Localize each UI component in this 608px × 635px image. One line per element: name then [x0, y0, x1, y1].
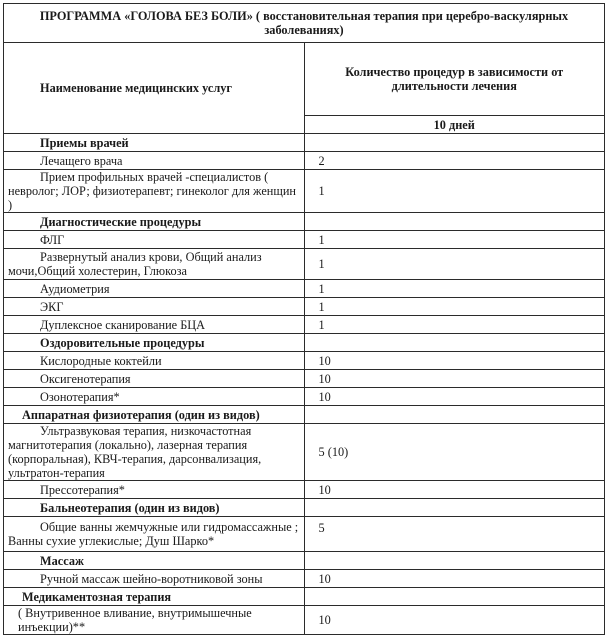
service-name: Оксигенотерапия	[4, 370, 305, 388]
service-qty: 1	[304, 170, 605, 213]
section-qty-cell	[304, 406, 605, 424]
program-table	[3, 3, 605, 635]
service-row	[4, 352, 605, 370]
section-row	[4, 334, 605, 352]
section-qty-cell	[304, 499, 605, 517]
duration-header: 10 дней	[304, 116, 605, 134]
service-qty: 10	[304, 606, 605, 635]
section-row	[4, 134, 605, 152]
service-qty: 10	[304, 370, 605, 388]
service-row	[4, 280, 605, 298]
service-name: ЭКГ	[4, 298, 305, 316]
service-name: ( Внутривенное вливание, внутримышечные инъекции)**	[4, 606, 305, 635]
header-row	[4, 43, 605, 116]
section-row	[4, 406, 605, 424]
service-name: Кислородные коктейли	[4, 352, 305, 370]
section-qty-cell	[304, 588, 605, 606]
section-title: Диагностические процедуры	[4, 213, 305, 231]
service-qty: 1	[304, 249, 605, 280]
service-qty: 1	[304, 298, 605, 316]
service-row	[4, 570, 605, 588]
section-row	[4, 213, 605, 231]
service-name-header: Наименование медицинских услуг	[4, 43, 305, 134]
section-qty-cell	[304, 552, 605, 570]
section-title: Аппаратная физиотерапия (один из видов)	[4, 406, 305, 424]
service-name: Ручной массаж шейно-воротниковой зоны	[4, 570, 305, 588]
service-row	[4, 170, 605, 213]
service-qty: 1	[304, 316, 605, 334]
service-qty: 5	[304, 517, 605, 552]
section-title: Массаж	[4, 552, 305, 570]
service-qty: 10	[304, 481, 605, 499]
service-qty: 2	[304, 152, 605, 170]
service-row	[4, 424, 605, 481]
service-qty: 10	[304, 388, 605, 406]
service-qty: 10	[304, 352, 605, 370]
service-name: Озонотерапия*	[4, 388, 305, 406]
section-qty-cell	[304, 134, 605, 152]
service-name: Лечащего врача	[4, 152, 305, 170]
service-name: Общие ванны жемчужные или гидромассажные ; Ванны сухие углекислые; Душ Шарко*	[4, 517, 305, 552]
service-qty: 5 (10)	[304, 424, 605, 481]
service-qty: 10	[304, 570, 605, 588]
section-row	[4, 552, 605, 570]
section-title: Оздоровительные процедуры	[4, 334, 305, 352]
section-qty-cell	[304, 334, 605, 352]
service-name: Прессотерапия*	[4, 481, 305, 499]
service-row	[4, 481, 605, 499]
service-name: Дуплексное сканирование БЦА	[4, 316, 305, 334]
service-row	[4, 298, 605, 316]
service-row	[4, 606, 605, 635]
service-row	[4, 231, 605, 249]
service-name: Развернутый анализ крови, Общий анализ мочи,Общий холестерин, Глюкоза	[4, 249, 305, 280]
section-row	[4, 499, 605, 517]
section-title: Медикаментозная терапия	[4, 588, 305, 606]
section-row	[4, 588, 605, 606]
service-qty: 1	[304, 280, 605, 298]
service-row	[4, 388, 605, 406]
title-row	[4, 4, 605, 43]
service-name: Аудиометрия	[4, 280, 305, 298]
program-title: ПРОГРАММА «ГОЛОВА БЕЗ БОЛИ» ( восстановительная терапия при церебро-васкулярных заболеваниях)	[4, 4, 605, 43]
service-row	[4, 316, 605, 334]
service-row	[4, 370, 605, 388]
service-row	[4, 249, 605, 280]
service-row	[4, 152, 605, 170]
service-name: Ультразвуковая терапия, низкочастотная магнитотерапия (локально), лазерная терапия (корпоральная), КВЧ-терапия, дарсонвализация, ультратон-терапия	[4, 424, 305, 481]
section-title: Приемы врачей	[4, 134, 305, 152]
service-name: ФЛГ	[4, 231, 305, 249]
service-name: Прием профильных врачей -специалистов ( невролог; ЛОР; физиотерапевт; гинеколог для женщин )	[4, 170, 305, 213]
section-qty-cell	[304, 213, 605, 231]
service-qty: 1	[304, 231, 605, 249]
service-row	[4, 517, 605, 552]
quantity-header: Количество процедур в зависимости от длительности лечения	[304, 43, 605, 116]
section-title: Бальнеотерапия (один из видов)	[4, 499, 305, 517]
